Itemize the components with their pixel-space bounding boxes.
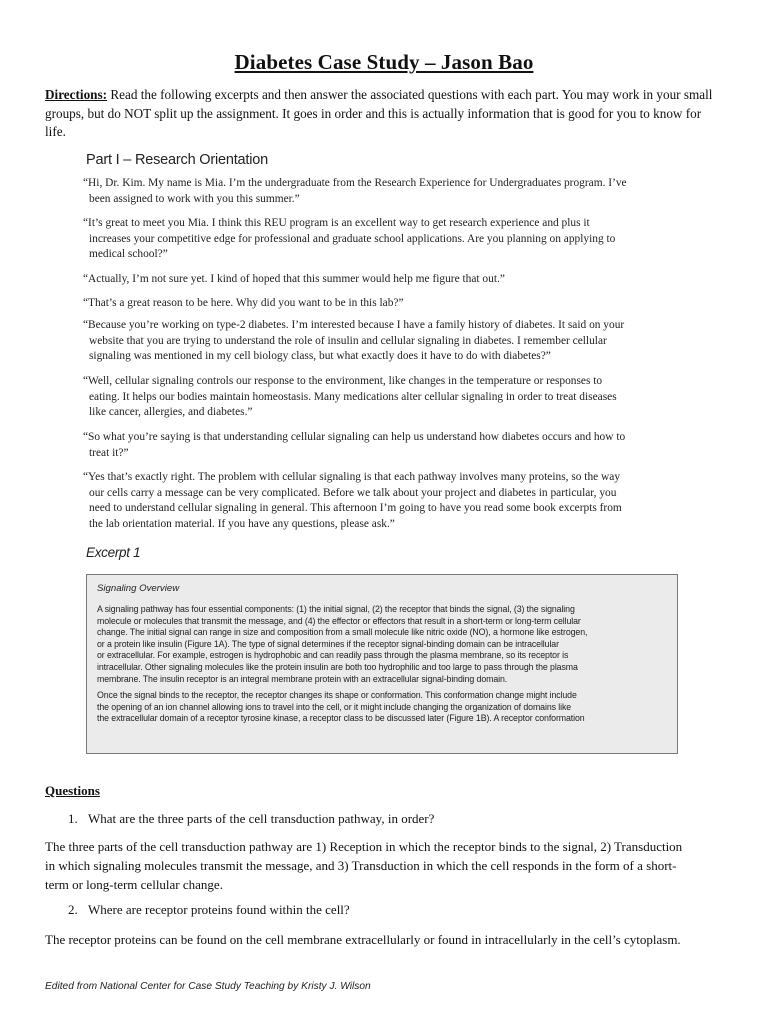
excerpt-heading: Signaling Overview	[97, 583, 180, 594]
dialogue-paragraph	[83, 318, 691, 365]
questions-heading: Questions	[45, 783, 100, 798]
answer-paragraph	[45, 837, 725, 894]
question-number: 1.	[68, 811, 78, 826]
excerpt-line: or extracellular. For example, estrogen is hydrophobic and can readily pass through the plasma membrane, so its receptor is	[97, 650, 569, 661]
directions-paragraph	[45, 86, 723, 142]
dialogue-paragraph	[83, 176, 691, 207]
part-heading: Part I – Research Orientation	[86, 152, 268, 168]
question-text: What are the three parts of the cell transduction pathway, in order?	[88, 811, 435, 826]
dialogue-paragraph	[83, 470, 691, 532]
answer-paragraph	[45, 930, 725, 949]
excerpt-line: the opening of an ion channel allowing ions to travel into the cell, or it might include changing the organization of domains like	[97, 701, 572, 712]
dialogue-line: been assigned to work with you this summer.”	[89, 192, 300, 205]
dialogue-paragraph	[83, 272, 691, 288]
answer-line: in which signaling molecules transmit the message, and 3) Transduction in which the cell responds in the form of a short-	[45, 858, 677, 873]
excerpt-box	[86, 574, 678, 754]
excerpt-label: Excerpt 1	[86, 545, 141, 560]
excerpt-line: membrane. The insulin receptor is an integral membrane protein with an extracellular signal-binding domain.	[97, 673, 508, 684]
excerpt-line: change. The initial signal can range in size and composition from a small molecule like nitric oxide (NO), a hormone like estrogen,	[97, 627, 588, 638]
excerpt-paragraph	[97, 604, 667, 685]
directions-text: Read the following excerpts and then answer the associated questions with each part. You may work in your small groups, but do NOT split up the assignment. It goes in order and this is actually information that is good for you to know for life.	[45, 87, 713, 139]
dialogue-line: increases your competitive edge for professional and graduate school applications. Are you planning on applying to	[89, 232, 616, 245]
excerpt-line: A signaling pathway has four essential components: (1) the initial signal, (2) the receptor that binds the signal, (3) the signaling	[97, 604, 575, 614]
dialogue-line: website that you are trying to understand the role of insulin and cellular signaling in diabetes. I remember cellular	[89, 334, 607, 347]
excerpt-line: the extracellular domain of a receptor tyrosine kinase, a receptor class to be discussed later (Figure 1B). A receptor conformation	[97, 713, 585, 724]
footer-credit: Edited from National Center for Case Study Teaching by Kristy J. Wilson	[45, 981, 371, 992]
dialogue-line: need to understand cellular signaling in general. This afternoon I’m going to have you read some book excerpts from	[89, 502, 622, 515]
excerpt-line: Once the signal binds to the receptor, the receptor changes its shape or conformation. This conformation change might include	[97, 690, 577, 701]
excerpt-line: intracellular. Other signaling molecules like the protein insulin are both too hydrophilic and too large to pass through the plasma	[97, 661, 578, 672]
dialogue-paragraph	[83, 430, 691, 461]
document-title: Diabetes Case Study – Jason Bao	[234, 50, 534, 74]
dialogue-line: “Because you’re working on type-2 diabetes. I’m interested because I have a family history of diabetes. It said on your	[83, 319, 625, 331]
dialogue-line: “Hi, Dr. Kim. My name is Mia. I’m the undergraduate from the Research Experience for Undergraduates program. I’ve	[83, 177, 627, 189]
dialogue-line: “So what you’re saying is that understanding cellular signaling can help us understand how diabetes occurs and how to	[83, 431, 626, 443]
excerpt-line: or a protein like insulin (Figure 1A). The type of signal determines if the receptor signal-binding domain can be intracellular	[97, 638, 559, 649]
dialogue-line: “Yes that’s exactly right. The problem with cellular signaling is that each pathway involves many proteins, so the way	[83, 471, 621, 483]
dialogue-line: like cancer, allergies, and diabetes.”	[89, 406, 253, 419]
dialogue-line: eating. It helps our bodies maintain homeostasis. Many medications alter cellular signaling in order to treat diseases	[89, 390, 617, 403]
dialogue-line: “Actually, I’m not sure yet. I kind of hoped that this summer would help me figure that out.”	[83, 273, 505, 285]
excerpt-paragraph	[97, 690, 667, 725]
question-item	[68, 811, 718, 827]
answer-line: The receptor proteins can be found on the cell membrane extracellularly or found in intracellularly in the cell’s cytoplasm.	[45, 932, 681, 947]
question-text: Where are receptor proteins found within the cell?	[88, 902, 350, 917]
dialogue-line: the lab orientation material. If you have any questions, please ask.”	[89, 517, 395, 530]
dialogue-line: treat it?”	[89, 446, 129, 459]
directions-label: Directions:	[45, 87, 108, 102]
dialogue-line: “Well, cellular signaling controls our response to the environment, like changes in the temperature or responses to	[83, 375, 603, 387]
dialogue-line: our cells carry a message can be very complicated. Before we talk about your project and diabetes in particular, you	[89, 486, 617, 499]
answer-line: term or long-term cellular change.	[45, 877, 223, 892]
question-number: 2.	[68, 902, 78, 917]
dialogue-paragraph	[83, 374, 691, 421]
dialogue-paragraph	[83, 216, 691, 263]
dialogue-line: medical school?”	[89, 248, 168, 261]
answer-line: The three parts of the cell transduction pathway are 1) Reception in which the receptor binds to the signal, 2) Transduction	[45, 839, 683, 854]
dialogue-paragraph	[83, 296, 691, 312]
question-item	[68, 902, 718, 918]
dialogue-line: “It’s great to meet you Mia. I think this REU program is an excellent way to get research experience and plus it	[83, 217, 590, 229]
dialogue-line: signaling was mentioned in my cell biology class, but what exactly does it have to do with diabetes?”	[89, 350, 551, 363]
dialogue-line: “That’s a great reason to be here. Why did you want to be in this lab?”	[83, 297, 404, 309]
excerpt-line: molecule or molecules that transmit the message, and (4) the effector or effectors that result in a short-term or long-term cellular	[97, 615, 581, 626]
